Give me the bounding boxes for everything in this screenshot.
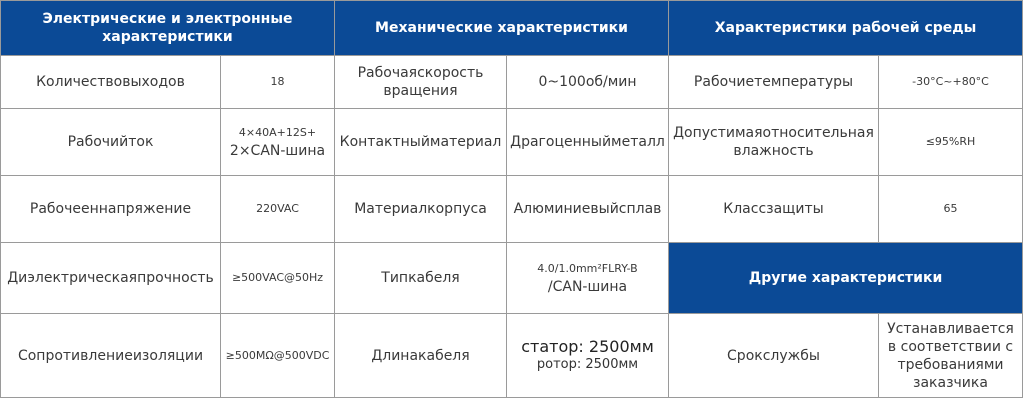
mechanical-value-cable-type	[507, 243, 669, 314]
environment-value-humidity: ≤95%RH	[879, 109, 1023, 176]
cable-length-stator: статор: 2500мм	[521, 336, 654, 356]
mechanical-label-cable-type: Типкабеля	[335, 243, 507, 314]
electrical-value-dielectric: ≥500VAC@50Hz	[221, 243, 335, 314]
mechanical-label-speed: Рабочаяскорость вращения	[335, 56, 507, 109]
mechanical-value-cable-length	[507, 314, 669, 398]
cable-type-line-1: 4.0/1.0mm²FLRY-B	[537, 262, 638, 275]
cable-type-line-2: /CAN-шина	[547, 279, 628, 295]
current-line-1: 4×40A+12S+	[238, 126, 317, 139]
electrical-label-dielectric: Диэлектрическаяпрочность	[1, 243, 221, 314]
mechanical-value-speed: 0~100об/мин	[507, 56, 669, 109]
environment-label-temperature: Рабочиетемпературы	[669, 56, 879, 109]
electrical-label-voltage: Рабочееннапряжение	[1, 176, 221, 243]
other-label-service-life: Срокслужбы	[669, 314, 879, 398]
mechanical-value-contact: Драгоценныйметалл	[507, 109, 669, 176]
environment-value-protection: 65	[879, 176, 1023, 243]
mechanical-label-contact: Контактныйматериал	[335, 109, 507, 176]
electrical-label-current: Рабочийток	[1, 109, 221, 176]
header-environment: Характеристики рабочей среды	[669, 1, 1023, 56]
cable-length-rotor: ротор: 2500мм	[536, 356, 639, 372]
electrical-value-current	[221, 109, 335, 176]
current-line-2: 2×CAN-шина	[229, 143, 326, 159]
header-mechanical: Механические характеристики	[335, 1, 669, 56]
mechanical-label-cable-length: Длинакабеля	[335, 314, 507, 398]
environment-label-humidity: Допустимаяотносительная влажность	[669, 109, 879, 176]
header-other: Другие характеристики	[669, 243, 1023, 314]
mechanical-value-housing: Алюминиевыйсплав	[507, 176, 669, 243]
environment-label-protection: Классзащиты	[669, 176, 879, 243]
mechanical-label-housing: Материалкорпуса	[335, 176, 507, 243]
other-value-service-life: Устанавливается в соответствии с требованиями заказчика	[879, 314, 1023, 398]
electrical-value-outputs: 18	[221, 56, 335, 109]
environment-value-temperature: -30°C~+80°C	[879, 56, 1023, 109]
electrical-value-voltage: 220VAC	[221, 176, 335, 243]
electrical-label-insulation: Сопротивлениеизоляции	[1, 314, 221, 398]
electrical-label-outputs: Количествовыходов	[1, 56, 221, 109]
electrical-value-insulation: ≥500MΩ@500VDC	[221, 314, 335, 398]
header-electrical: Электрические и электронные характеристики	[1, 1, 335, 56]
